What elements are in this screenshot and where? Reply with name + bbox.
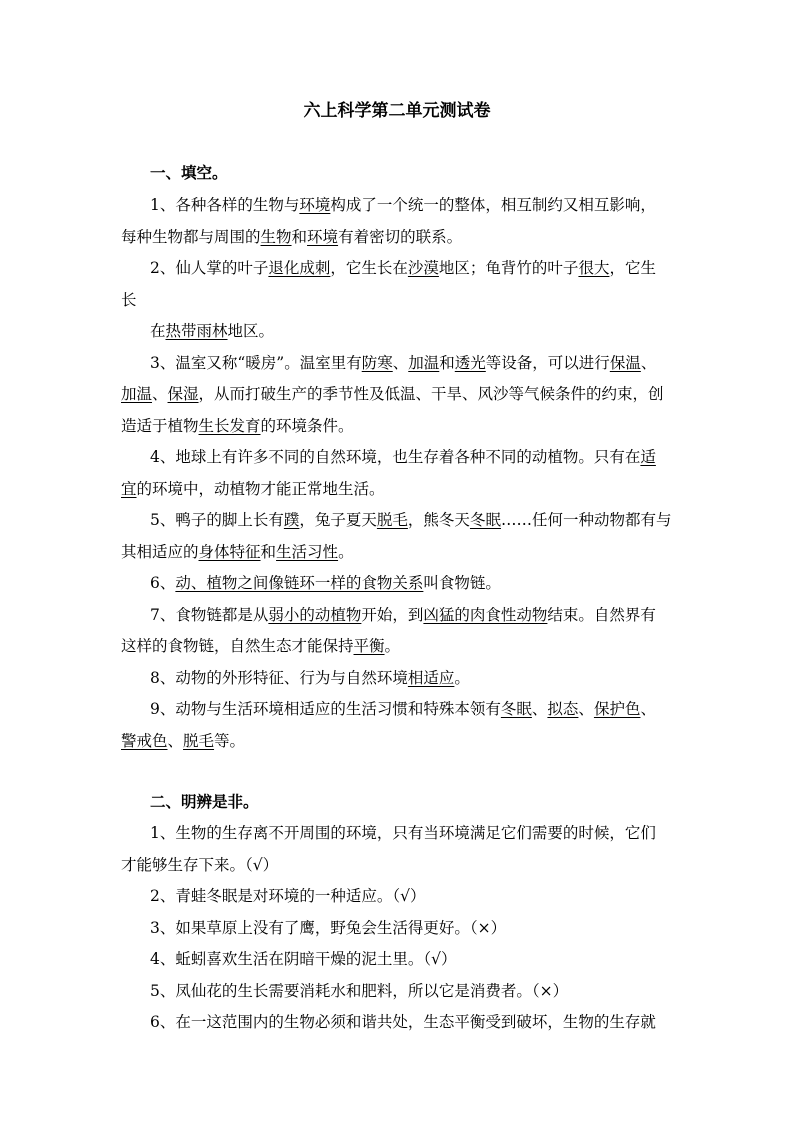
answer: 透光 [454,354,486,372]
question-1-line-1: 1、各种各样的生物与环境构成了一个统一的整体，相互制约又相互影响， [150,196,656,214]
answer: 生物 [260,228,292,246]
answer: 很大 [578,259,610,277]
question-3-line-2: 加温、保湿，从而打破生产的季节性及低温、干旱、风沙等气候条件的约束，创 [121,385,664,403]
answer: 蹼 [283,511,300,529]
answer: 相适应 [407,669,455,687]
answer: 加温 [408,354,440,372]
question-3-line-1: 3、温室又称“暖房”。温室里有防寒、加温和透光等设备，可以进行保温、 [150,354,657,372]
question-2-line-2: 长 [121,291,137,309]
question-1-line-2: 每种生物都与周围的生物和环境有着密切的联系。 [121,228,463,246]
page-title: 六上科学第二单元测试卷 [303,101,491,121]
answer: 加温 [121,385,153,403]
answer: 保护色 [593,700,641,718]
answer: 沙漠 [407,259,439,277]
judgement-item: 5、凤仙花的生长需要消耗水和肥料，所以它是消费者。（×） [150,982,569,1000]
answer: 环境 [307,228,339,246]
section-heading-true-false: 二、明辨是非。 [150,792,259,811]
question-3-line-3: 造适于植物生长发育的环境条件。 [121,417,354,435]
answer: 身体特征 [198,543,261,561]
question-9-line-2: 警戒色、脱毛等。 [121,732,246,750]
judgement-item: 才能够生存下来。（√） [121,856,279,874]
answer: 脱毛 [376,511,408,529]
answer: 生长发育 [198,417,261,435]
question-7-line-2: 这样的食物链，自然生态才能保持平衡。 [121,637,401,655]
answer: 适 [640,448,656,466]
section-heading-fill-blanks: 一、填空。 [150,163,228,182]
answer: 退化成刺 [268,259,331,277]
judgement-item: 1、生物的生存离不开周围的环境，只有当环境满足它们需要的时候，它们 [150,824,656,842]
judgement-item: 6、在一这范围内的生物必须和谐共处，生态平衡受到破坏，生物的生存就 [150,1013,656,1031]
answer: 热带雨林 [165,322,228,340]
answer: 冬眠 [469,511,501,529]
question-4-line-2: 宜的环境中，动植物才能正常地生活。 [121,480,385,498]
answer: 动、植物之间像链环一样的食物关系 [175,574,424,592]
answer: 警戒色 [121,732,168,750]
question-5-line-1: 5、鸭子的脚上长有蹼，兔子夏天脱毛，熊冬天冬眠……任何一种动物都有与 [150,511,672,529]
answer: 弱小的动植物 [268,606,362,624]
answer: 保湿 [167,385,199,403]
question-4-line-1: 4、地球上有许多不同的自然环境，也生存着各种不同的动植物。只有在适 [150,448,656,466]
answer: 保温 [609,354,641,372]
answer: 脱毛 [183,732,215,750]
question-6-line-1: 6、动、植物之间像链环一样的食物关系叫食物链。 [150,574,501,592]
answer: 宜 [121,480,137,498]
answer: 凶猛的肉食性动物 [423,606,548,624]
answer: 冬眠 [500,700,532,718]
answer: 环境 [299,196,331,214]
question-7-line-1: 7、食物链都是从弱小的动植物开始，到凶猛的肉食性动物结束。自然界有 [150,606,656,624]
question-9-line-1: 9、动物与生活环境相适应的生活习惯和特殊本领有冬眠、拟态、保护色、 [150,700,656,718]
judgement-item: 2、青蛙冬眠是对环境的一种适应。（√） [150,887,426,905]
answer: 平衡 [353,637,385,655]
question-2-line-1: 2、仙人掌的叶子退化成刺，它生长在沙漠地区；龟背竹的叶子很大，它生 [150,259,656,277]
judgement-item: 3、如果草原上没有了鹰，野兔会生活得更好。（×） [150,919,507,937]
answer: 生活习性 [276,543,339,561]
answer: 拟态 [547,700,579,718]
judgement-item: 4、蚯蚓喜欢生活在阴暗干燥的泥土里。（√） [150,950,457,968]
question-2-line-3: 在热带雨林地区。 [150,322,275,340]
question-8-line-1: 8、动物的外形特征、行为与自然环境相适应。 [150,669,470,687]
question-5-line-2: 其相适应的身体特征和生活习性。 [121,543,354,561]
answer: 防寒 [361,354,393,372]
